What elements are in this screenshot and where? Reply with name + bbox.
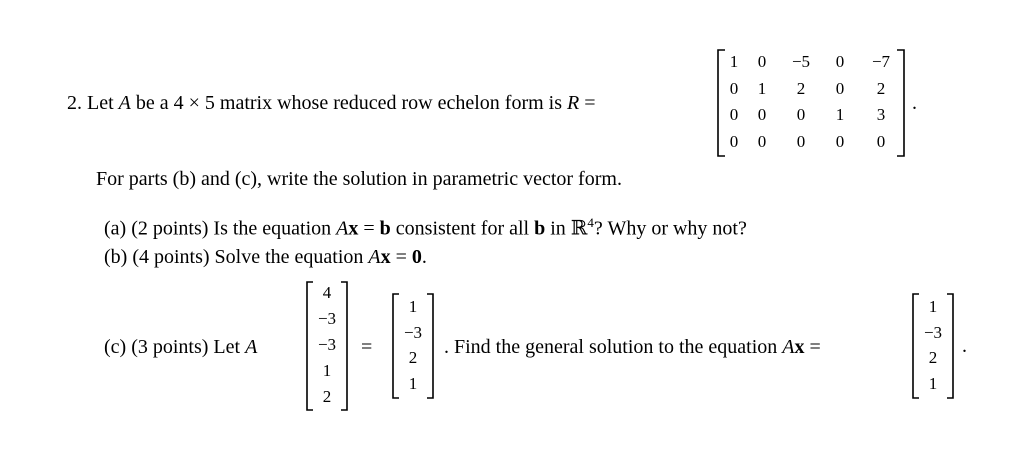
part-c-text-1: Let <box>213 336 241 358</box>
vector-v3 <box>910 292 956 400</box>
matrix-r-entry: 0 <box>757 52 767 71</box>
part-c-points: (3 points) <box>131 336 209 358</box>
vector-v1-entry: 1 <box>322 361 332 380</box>
matrix-r-entry: 0 <box>757 105 767 124</box>
part-b-var-a: A <box>368 246 381 268</box>
equals-sign: = <box>584 92 596 114</box>
matrix-r-entry: 0 <box>729 131 739 151</box>
matrix-r-entry: 3 <box>876 105 886 124</box>
intro-text-a: Let <box>87 92 114 114</box>
part-c-text-2: . Find the general solution to the equation <box>444 336 778 358</box>
vector-v2 <box>390 292 436 400</box>
matrix-r <box>715 48 907 158</box>
part-a-text-3: in <box>550 217 566 240</box>
matrix-r-entry: 0 <box>729 105 739 124</box>
part-a <box>104 211 747 241</box>
part-a-text-1: Is the equation <box>213 217 332 240</box>
part-a-var-b: b <box>379 217 391 240</box>
part-a-points: (2 points) <box>131 217 209 240</box>
part-c-var-x: x <box>794 336 805 358</box>
part-a-real-symbol: ℝ <box>570 217 588 240</box>
part-c-period: . <box>962 335 967 357</box>
var-a: A <box>118 92 131 114</box>
matrix-r-entry: 0 <box>835 78 845 98</box>
statement-period: . <box>912 92 917 114</box>
matrix-r-entry: 0 <box>835 131 845 151</box>
part-b-zero-vector: 0 <box>411 246 422 268</box>
vector-v3-entry: 2 <box>928 348 938 367</box>
vector-v2-entry: −3 <box>403 322 423 342</box>
part-a-var-x: x <box>348 217 359 240</box>
matrix-r-entry: 0 <box>796 131 806 151</box>
part-a-equals: = <box>363 217 375 240</box>
vector-v2-entry: 1 <box>408 373 418 393</box>
vector-v3-entry: −3 <box>923 322 943 342</box>
part-a-exponent: 4 <box>587 215 594 230</box>
part-a-label: (a) <box>104 217 127 240</box>
vector-v1-entry: 4 <box>322 283 332 302</box>
matrix-r-entry: 0 <box>876 131 886 151</box>
part-b-period: . <box>421 246 427 268</box>
matrix-r-entry: −7 <box>871 52 891 71</box>
intro-text-b: be a 4 × 5 matrix whose reduced row echelon form is <box>135 92 563 114</box>
problem-statement <box>67 91 596 115</box>
instruction-note: For parts (b) and (c), write the solution in parametric vector form. <box>96 168 622 190</box>
vector-v1-entry: −3 <box>317 335 337 354</box>
vector-v3-entry: 1 <box>928 297 938 316</box>
part-b-equals: = <box>395 246 407 268</box>
part-b-points: (4 points) <box>132 246 210 268</box>
vector-v1 <box>304 280 350 412</box>
part-b-label: (b) <box>104 246 128 268</box>
matrix-r-entry: 1 <box>835 105 845 124</box>
matrix-r-entry: 0 <box>796 105 806 124</box>
part-c-equals: = <box>361 336 373 358</box>
part-c-var-a2: A <box>782 336 795 358</box>
part-c-label: (c) <box>104 336 127 358</box>
matrix-r-entry: 0 <box>757 131 767 151</box>
problem-number: 2. <box>67 92 82 114</box>
matrix-r-entry: 2 <box>876 78 886 98</box>
part-b <box>104 245 427 269</box>
part-c-rest <box>444 335 821 359</box>
part-a-text-4: ? Why or why not? <box>593 217 747 240</box>
vector-v1-entry: −3 <box>317 309 337 328</box>
vector-v2-entry: 2 <box>408 348 418 367</box>
part-a-text-2: consistent for all <box>395 217 530 240</box>
part-a-var-a: A <box>336 217 349 240</box>
matrix-r-entry: −5 <box>791 52 811 71</box>
part-c-equals-2: = <box>809 336 821 358</box>
part-b-text-1: Solve the equation <box>214 246 364 268</box>
part-a-var-b2: b <box>534 217 546 240</box>
matrix-r-entry: 0 <box>729 78 739 98</box>
vector-v3-entry: 1 <box>928 373 938 393</box>
matrix-r-entry: 1 <box>729 52 739 71</box>
part-c-lead <box>104 335 257 359</box>
matrix-r-entry: 0 <box>835 52 845 71</box>
vector-v2-entry: 1 <box>408 297 418 316</box>
matrix-r-entry: 2 <box>796 78 806 98</box>
var-r: R <box>567 92 580 114</box>
vector-v1-entry: 2 <box>322 387 332 406</box>
matrix-r-entry: 1 <box>757 78 767 98</box>
part-b-var-x: x <box>380 246 391 268</box>
part-c-var-a: A <box>245 336 258 358</box>
